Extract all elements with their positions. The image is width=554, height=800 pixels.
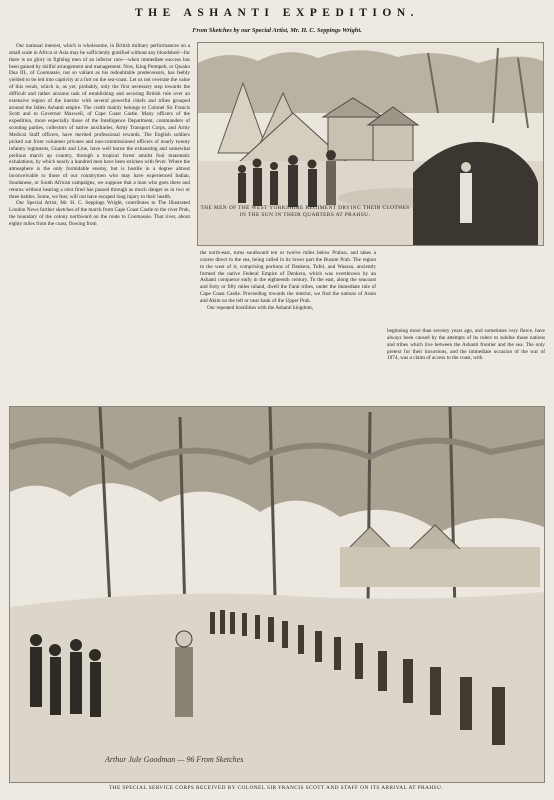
article-column-1 <box>9 43 190 405</box>
column-2-paragraph-1: the north-east, turns southward ten or twelve miles below Prahsu, and takes a course direct to the sea, being called in its lower part the Busum Prah. The region to the west of it, comprising portions of Denkera, Tufel, and Wassau, anciently formed the native Federal Empire of Denkera, which was overthrown by an Ashanti conqueror early in the eighteenth century. To the east, along the seacoast and forty or fifty miles inland, dwell the Fanti tribes, under the immediate rule of Cape Coast Castle. Proceeding towards the interior, we find the nations of Assin and Akim on the left or near bank of the Upper Prah. <box>200 250 376 304</box>
column-3-paragraph-1: beginning more than seventy years ago, and sometimes very fierce, have always been caused by the attempts of its rulers to subdue those nations and tribes which live between the Ashanti frontier and the sea. The only pretext for their incursions, and the immediate occasion of the war of 1874, was a claim of access to the coast, with <box>387 328 545 362</box>
page-title: THE ASHANTI EXPEDITION. <box>134 7 420 19</box>
column-2-paragraph-2: Our repeated hostilities with the Ashanti kingdom, <box>207 304 314 311</box>
column-1-paragraph-2: Our Special Artist, Mr. H. C. Seppings Wright, contributes to The Illustrated London News further sketches of the march from Cape Coast Castle to the river Prah, the boundary of the colony northward on the route to Coomassie. That river, about eighty miles from the coast, flowing from <box>9 200 190 227</box>
article-column-2 <box>200 250 376 405</box>
top-illustration-caption: THE MEN OF THE WEST YORKSHIRE REGIMENT DRYING THEIR CLOTHES IN THE SUN IN THEIR QUARTERS AT PRAHSU. <box>200 205 410 218</box>
bottom-illustration-caption: THE SPECIAL SERVICE CORPS RECEIVED BY COLONEL SIR FRANCIS SCOTT AND STAFF ON ITS ARRIVAL AT PRAHSU. <box>108 785 443 791</box>
page-subtitle: From Sketches by our Special Artist, Mr. H. C. Seppings Wright. <box>192 27 362 34</box>
illustration-special-service-corps <box>9 406 545 783</box>
artist-signature: Arthur Jule Goodman — 96 From Sketches <box>105 755 244 764</box>
article-column-3 <box>387 328 545 405</box>
column-1-paragraph-1: Our national interest, which is wholesome, in British military performances on a small scale in Africa or Asia may be sufficiently gratified without any bloodshed—for there is no glory in fighting men of an inferior race—when immediate success has been gained by skilful arrangement and management. Now, King Prempeh, or Qwaku Dua III., of Coomassie, not so valiant as his redoubtable predecessors, has feebly yielded to be led into captivity at a fort on the sea-coast. Let us not overrate the value of this result, which is, as yet, probably, only the first necessary step towards the difficult and rather anxious task of establishing and securing British rule over an extensive region of the interior with several powerful chiefs and tribes grouped around the fallen Ashanti empire. The credit mainly belongs to Colonel Sir Francis Scott and to Governor Maxwell, of Cape Coast Castle. Many officers of the expedition, more especially those of the Intelligence Department, commanders of scouting parties, collectors of native auxiliaries, Army Transport Corps, and Army Medical Staff officers, have merited professional rewards. The English soldiers picked out from volunteer privates and non-commissioned officers of nearly twenty infantry regiments, Guards and Line, have well borne the exhausting and somewhat perilous march up country, through a tropical forest amidst foul miasmatic exhalations, by which nearly a hundred men have been stricken with fever. Where the atmosphere is the only formidable enemy, but is hostile in a degree almost inconceivable to those of our countrymen who may have experienced Indian, Soudanese, or South African campaigns, we suppose that a man who goes there and returns without hearing a shot fired has passed through as much danger as in two or three battles. Some, we fear, will not have escaped long injury to their health. <box>9 43 190 200</box>
